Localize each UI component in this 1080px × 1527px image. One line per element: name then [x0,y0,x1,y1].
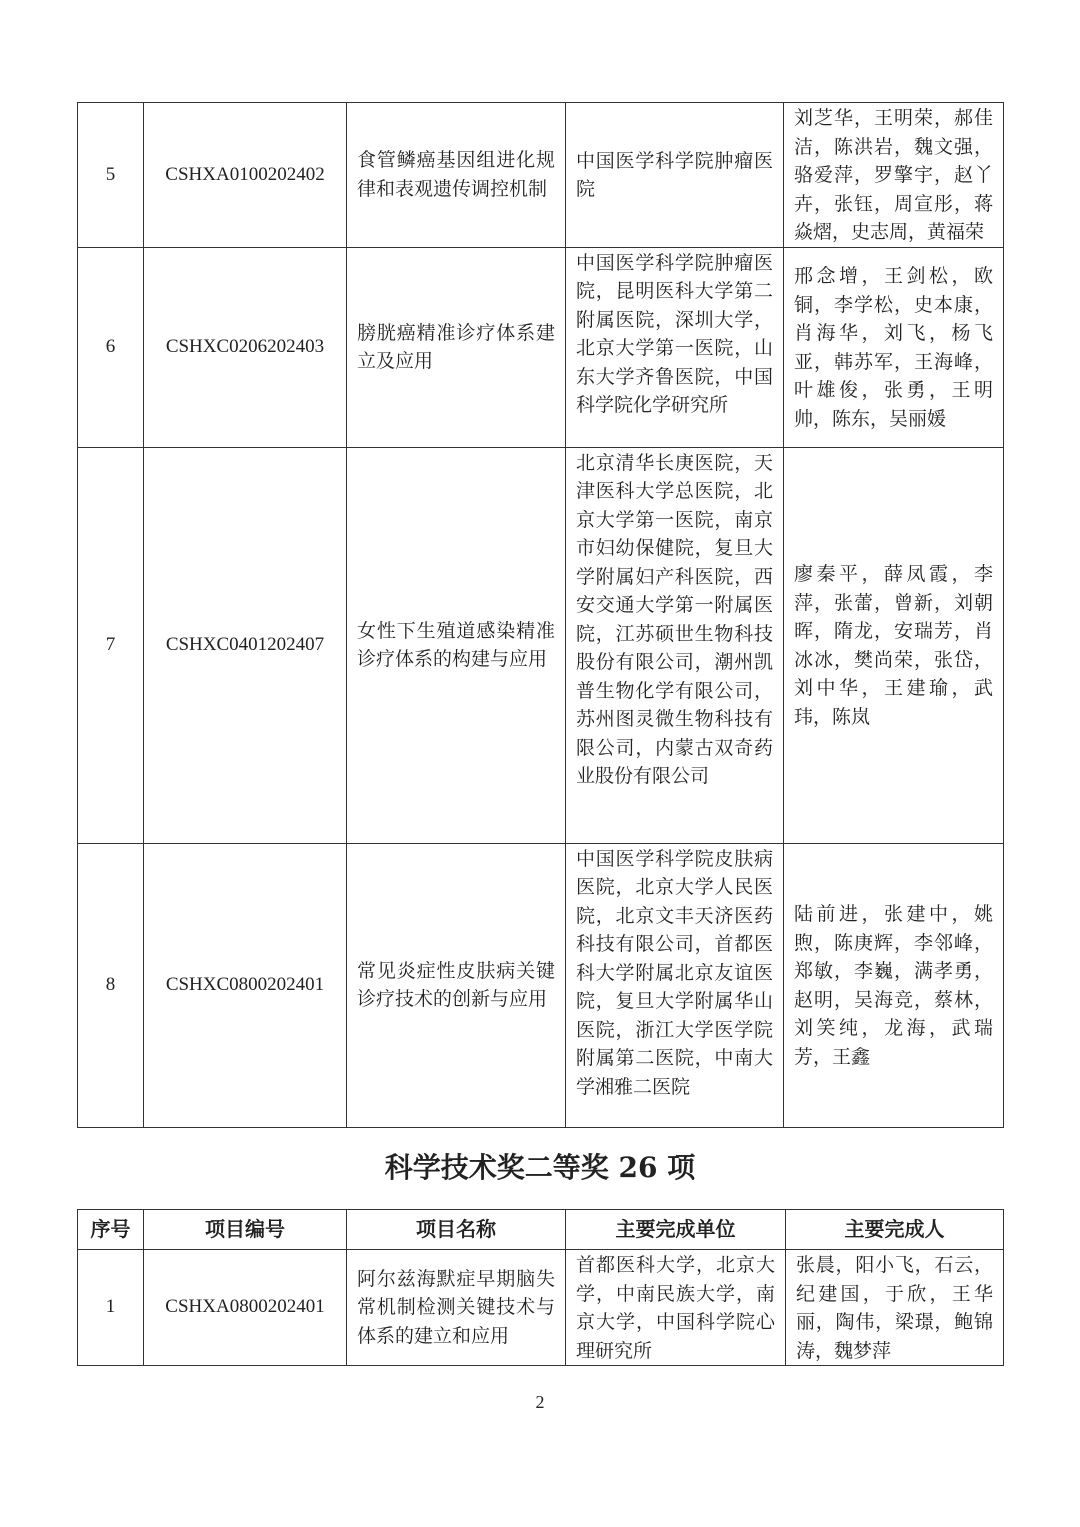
row-seq: 7 [78,447,144,843]
row-completing-people: 张晨，阳小飞，石云，纪建国，于欣，王华丽，陶伟，梁璟，鲍锦涛，魏梦萍 [786,1250,1004,1366]
table-row [78,103,1004,248]
row-seq: 1 [78,1250,144,1366]
row-project-code: CSHXC0800202401 [144,843,347,1127]
section-title-second-class-award: 科学技术奖二等奖 26 项 [384,1151,696,1184]
row-project-name: 阿尔兹海默症早期脑失常机制检测关键技术与体系的建立和应用 [347,1250,566,1366]
header-project-code: 项目编号 [144,1210,347,1250]
row-project-code: CSHXA0800202401 [144,1250,347,1366]
table-row [78,1250,1004,1366]
row-project-code: CSHXA0100202402 [144,103,347,248]
table-header-row [78,1210,1004,1250]
row-project-name: 膀胱癌精准诊疗体系建立及应用 [347,247,566,447]
awards-table-second-class [77,1209,1004,1366]
row-seq: 8 [78,843,144,1127]
row-project-name: 食管鳞癌基因组进化规律和表观遗传调控机制 [347,103,566,248]
table-row [78,843,1004,1127]
header-project-name: 项目名称 [347,1210,566,1250]
header-completing-people: 主要完成人 [786,1210,1004,1250]
row-completing-units: 中国医学科学院皮肤病医院，北京大学人民医院，北京文丰天济医药科技有限公司，首都医科大学附属北京友谊医院，复旦大学附属华山医院，浙江大学医学院附属第二医院，中南大学湘雅二医院 [566,843,784,1127]
row-completing-units: 首都医科大学，北京大学，中南民族大学，南京大学，中国科学院心理研究所 [566,1250,786,1366]
row-completing-people: 陆前进，张建中，姚煦，陈庚辉，李邻峰，郑敏，李巍，满孝勇，赵明，吴海竞，蔡林，刘笑纯，龙海，武瑞芳，王鑫 [784,843,1004,1127]
row-project-code: CSHXC0401202407 [144,447,347,843]
awards-table-first-class-continued [77,102,1004,1128]
row-completing-people: 刘芝华，王明荣，郝佳洁，陈洪岩，魏文强，骆爱萍，罗擎宇，赵丫卉，张钰，周宣彤，蒋焱熠，史志周，黄福荣 [784,103,1004,248]
row-completing-units: 中国医学科学院肿瘤医院 [566,103,784,248]
table-row [78,247,1004,447]
page-number: 2 [535,1392,545,1412]
row-completing-units: 北京清华长庚医院，天津医科大学总医院，北京大学第一医院，南京市妇幼保健院，复旦大学附属妇产科医院，西安交通大学第一附属医院，江苏硕世生物科技股份有限公司，潮州凯普生物化学有限公司，苏州图灵微生物科技有限公司，内蒙古双奇药业股份有限公司 [566,447,784,843]
row-project-name: 女性下生殖道感染精准诊疗体系的构建与应用 [347,447,566,843]
row-completing-people: 廖秦平，薛凤霞，李萍，张蕾，曾新，刘朝晖，隋龙，安瑞芳，肖冰冰，樊尚荣，张岱，刘中华，王建瑜，武玮，陈岚 [784,447,1004,843]
header-completing-units: 主要完成单位 [566,1210,786,1250]
row-project-code: CSHXC0206202403 [144,247,347,447]
row-seq: 6 [78,247,144,447]
row-seq: 5 [78,103,144,248]
row-completing-units: 中国医学科学院肿瘤医院，昆明医科大学第二附属医院，深圳大学，北京大学第一医院，山东大学齐鲁医院，中国科学院化学研究所 [566,247,784,447]
row-completing-people: 邢念增，王剑松，欧铜，李学松，史本康，肖海华，刘飞，杨飞亚，韩苏军，王海峰，叶雄俊，张勇，王明帅，陈东，吴丽媛 [784,247,1004,447]
table-row [78,447,1004,843]
header-seq: 序号 [78,1210,144,1250]
row-project-name: 常见炎症性皮肤病关键诊疗技术的创新与应用 [347,843,566,1127]
